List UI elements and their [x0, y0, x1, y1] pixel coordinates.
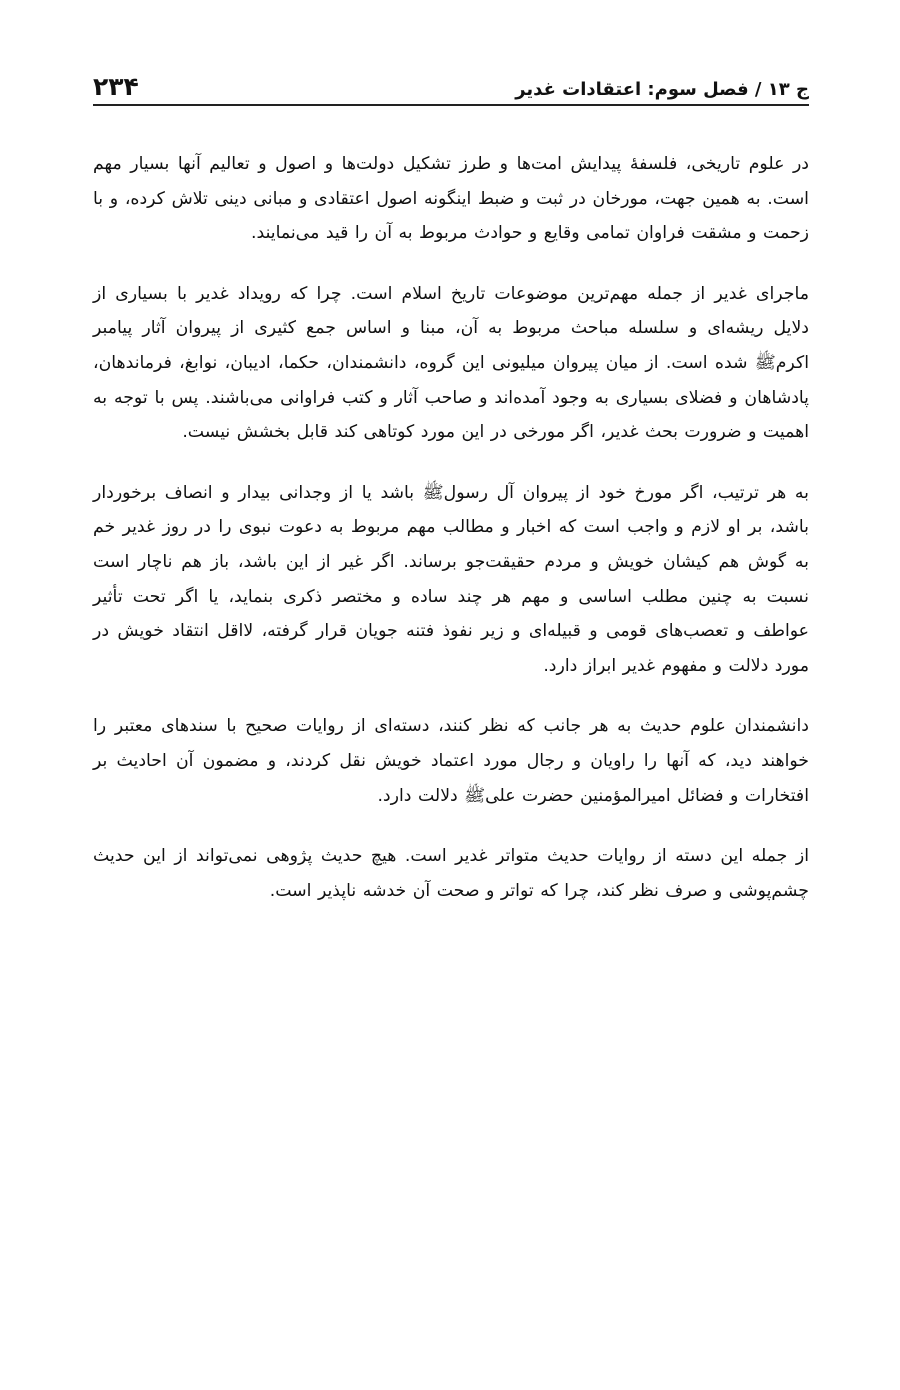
paragraph-4: دانشمندان علوم حدیث به هر جانب که نظر کنند، دسته‌ای از روایات صحیح با سندهای معتبر را خواهند دید، که آنها را راویان و رجال مورد اعتماد خویش نقل کردند، و مضمون آن احادیث بر افتخارات و فضائل امیرالمؤمنین حضرت علی‌ﷺ دلالت دارد.: [93, 716, 809, 806]
paragraph-1: در علوم تاریخی، فلسفهٔ پیدایش امت‌ها و طرز تشکیل دولت‌ها و اصول و تعالیم آنها بسیار مهم است. به همین جهت، مورخان در ثبت و ضبط اینگونه اصول اعتقادی و مبانی دینی تلاش کرده، و با زحمت و مشقت فراوان تمامی وقایع و حوادث مربوط به آن را قید می‌نمایند.: [93, 154, 809, 244]
running-header: [93, 60, 809, 106]
book-page: [93, 60, 809, 1360]
body-text: [93, 147, 809, 934]
paragraph-3: به هر ترتیب، اگر مورخ خود از پیروان آل رسولﷺ باشد یا از وجدانی بیدار و انصاف برخوردار باشد، بر او لازم و واجب است که اخبار و مطالب مهم مربوط به دعوت نبوی را در روز غدیر خم به گوش هم کیشان خویش و مردم حقیقت‌جو برساند. اگر غیر از این باشد، باز هم ناچار است نسبت به چنین مطلب اساسی و مهم هر چند ساده و مختصر ذکری بنماید، یا اگر تحت تأثیر عواطف و تعصب‌های قومی و قبیله‌ای و زیر نفوذ فتنه جویان قرار گرفته، لااقل انتقاد خویش در مورد دلالت و مفهوم غدیر ابراز دارد.: [93, 482, 809, 676]
running-title: ج ۱۳ / فصل سوم: اعتقادات غدیر: [515, 79, 809, 100]
page-number: ۲۳۴: [93, 72, 139, 101]
paragraph-5: از جمله این دسته از روایات حدیث متواتر غدیر است. هیچ حدیث پژوهی نمی‌تواند از این حدیث چشم‌پوشی و صرف نظر کند، چرا که تواتر و صحت آن خدشه ناپذیر است.: [93, 846, 809, 901]
paragraph-2: ماجرای غدیر از جمله مهم‌ترین موضوعات تاریخ اسلام است. چرا که رویداد غدیر با بسیاری از دلایل ریشه‌ای و سلسله مباحث مربوط به آن، مبنا و اساس جمع کثیری از پیروان آثار پیامبر اکرمﷺ شده است. از میان پیروان میلیونی این گروه، دانشمندان، حکما، ادیبان، نوابغ، فرماندهان، پادشاهان و فضلای بسیاری به وجود آمده‌اند و صاحب آثار و کتب فراوانی می‌باشند. پس با توجه به اهمیت و ضرورت بحث غدیر، اگر مورخی در این مورد کوتاهی کند قابل بخشش نیست.: [93, 283, 809, 443]
